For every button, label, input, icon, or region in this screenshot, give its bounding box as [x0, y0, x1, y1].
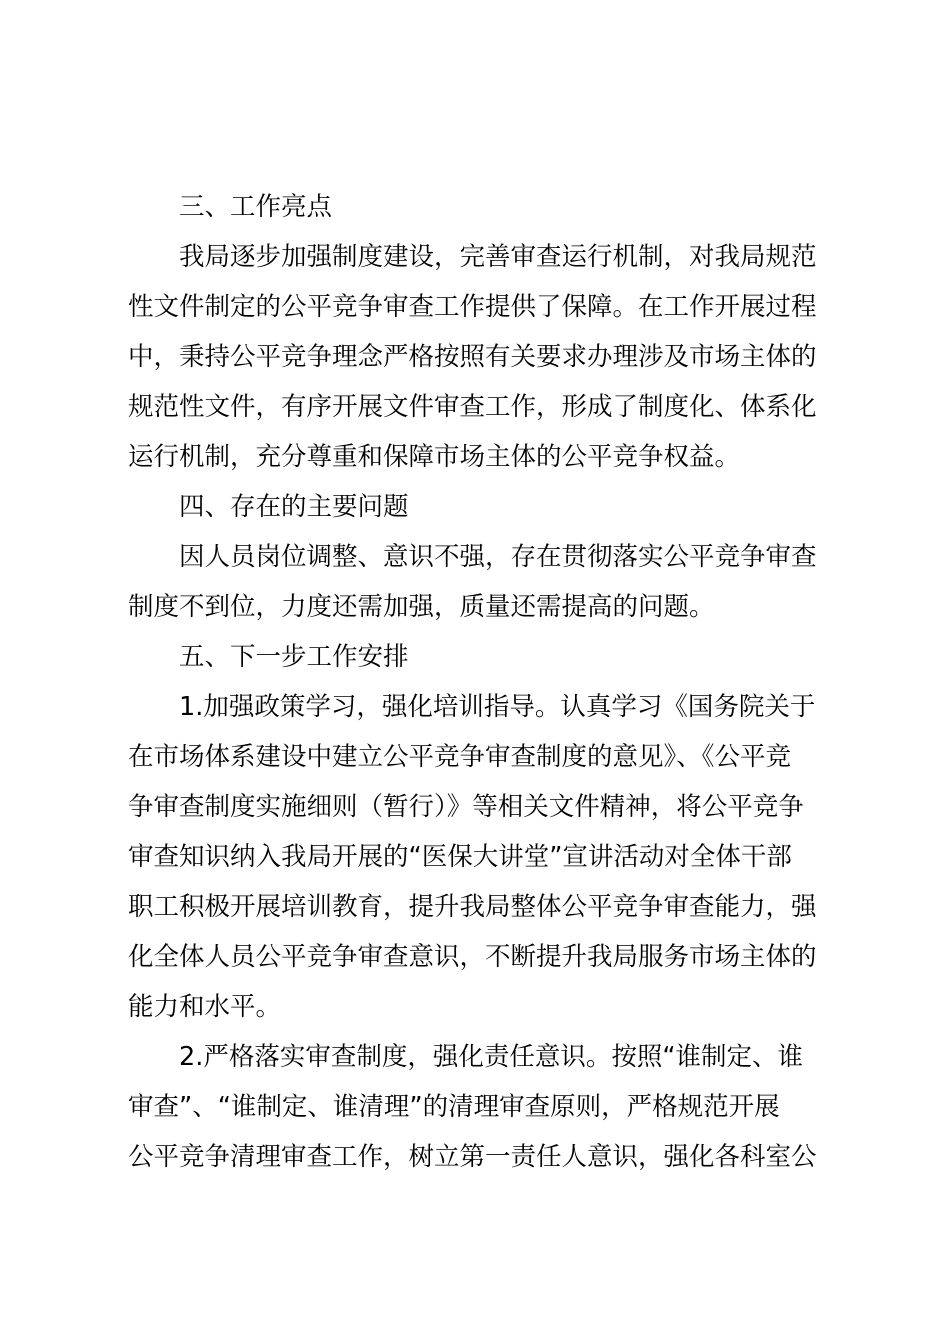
paragraph-line: 能力和水平。: [128, 992, 282, 1022]
paragraph-line: 审查”、“谁制定、谁清理”的清理审查原则，严格规范开展: [128, 1092, 780, 1122]
paragraph-line: 我局逐步加强制度建设，完善审查运行机制，对我局规范: [179, 242, 817, 272]
heading-work-highlights: 三、工作亮点: [179, 192, 333, 222]
paragraph-line: 职工积极开展培训教育，提升我局整体公平竞争审查能力，强: [128, 892, 817, 922]
paragraph-line: 1.加强政策学习，强化培训指导。认真学习《国务院关于: [179, 692, 816, 722]
paragraph-line: 化全体人员公平竞争审查意识，不断提升我局服务市场主体的: [128, 942, 817, 972]
paragraph-line: 在市场体系建设中建立公平竞争审查制度的意见》、《公平竞: [128, 742, 792, 772]
paragraph-line: 性文件制定的公平竞争审查工作提供了保障。在工作开展过程: [128, 292, 817, 322]
paragraph-line: 规范性文件，有序开展文件审查工作，形成了制度化、体系化: [128, 392, 817, 422]
paragraph-line: 中，秉持公平竞争理念严格按照有关要求办理涉及市场主体的: [128, 342, 817, 372]
paragraph-line: 2.严格落实审查制度，强化责任意识。按照“谁制定、谁: [179, 1042, 804, 1072]
paragraph-line: 审查知识纳入我局开展的“医保大讲堂”宣讲活动对全体干部: [128, 842, 792, 872]
paragraph-line: 争审查制度实施细则（暂行）》等相关文件精神，将公平竞争: [128, 792, 804, 822]
heading-next-steps: 五、下一步工作安排: [179, 642, 409, 672]
paragraph-line: 运行机制，充分尊重和保障市场主体的公平竞争权益。: [128, 442, 741, 472]
heading-main-problems: 四、存在的主要问题: [179, 492, 409, 522]
paragraph-line: 制度不到位，力度还需加强，质量还需提高的问题。: [128, 592, 715, 622]
paragraph-line: 公平竞争清理审查工作，树立第一责任人意识，强化各科室公: [128, 1142, 817, 1172]
paragraph-line: 因人员岗位调整、意识不强，存在贯彻落实公平竞争审查: [179, 542, 817, 572]
